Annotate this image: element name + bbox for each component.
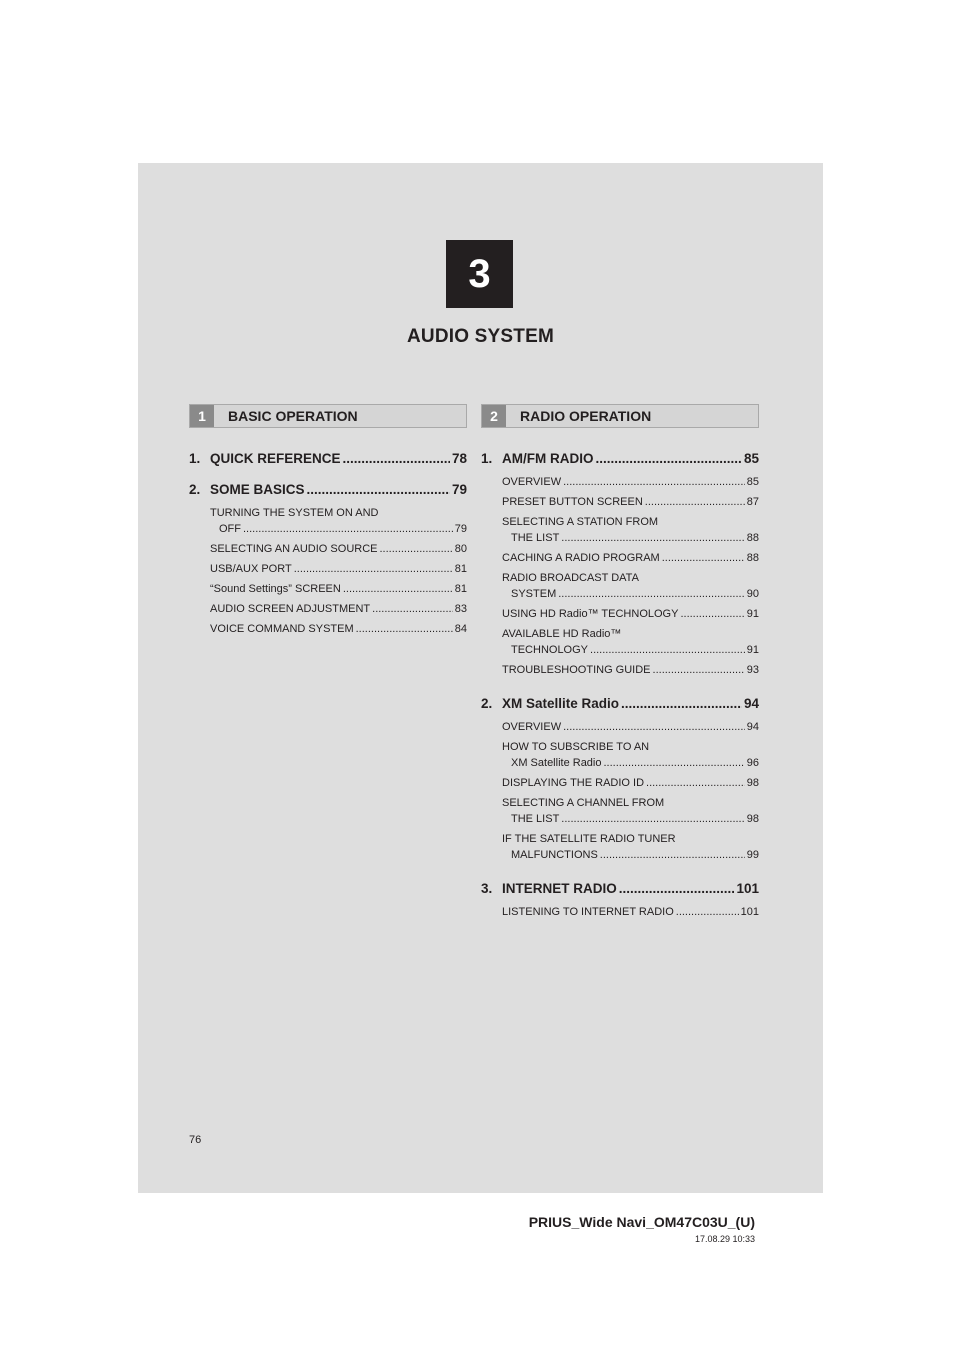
toc-subentry-page: 91 [746,608,759,620]
dot-leader [558,586,745,602]
toc-subentry-page: 84 [454,623,467,635]
toc-subentry-row [502,719,759,735]
dot-leader [662,550,745,566]
toc-subentry-title: DISPLAYING THE RADIO ID [502,777,645,789]
dot-leader [356,621,453,637]
toc-subentry-page: 81 [454,583,467,595]
toc-subentry-page: 83 [454,603,467,615]
toc-subentries [481,474,759,678]
toc-subentry-title: SYSTEM [511,588,557,600]
dot-leader [680,606,744,622]
toc-subentry-row [502,847,759,863]
toc-entry-page: 85 [743,451,759,466]
toc-subentry[interactable] [502,719,759,735]
toc-subentry[interactable] [502,662,759,678]
toc-subentry[interactable] [502,739,759,771]
toc-subentry-row [502,494,759,510]
toc-subentry-title: CACHING A RADIO PROGRAM [502,552,660,564]
dot-leader [561,811,744,827]
toc-subentry-title-line1: IF THE SATELLITE RADIO TUNER [502,833,676,845]
toc-subentry-row [502,642,759,658]
toc-entries [189,451,467,637]
toc-subentry-title: “Sound Settings” SCREEN [210,583,341,595]
dot-leader [621,696,742,711]
toc-subentry-title: LISTENING TO INTERNET RADIO [502,906,674,918]
toc-entry-number: 1. [481,451,493,466]
footer-doc-code: PRIUS_Wide Navi_OM47C03U_(U) [528,1214,755,1230]
section-header-radio-operation [481,404,759,428]
toc-subentry-page: 85 [746,476,759,488]
dot-leader [343,451,450,466]
toc-subentry-row [210,521,467,537]
toc-subentry-row [210,561,467,577]
dot-leader [676,904,739,920]
toc-subentry[interactable] [502,831,759,863]
dot-leader [379,541,452,557]
toc-subentry-page: 98 [746,777,759,789]
toc-subentry-title-line1: RADIO BROADCAST DATA [502,572,639,584]
dot-leader [653,662,745,678]
toc-subentry[interactable] [502,550,759,566]
toc-entry-title: AM/FM RADIO [502,451,594,466]
toc-entry-title: XM Satellite Radio [502,696,620,711]
dot-leader [646,775,745,791]
toc-subentry-page: 88 [746,552,759,564]
toc-subentry-page: 90 [746,588,759,600]
dot-leader [243,521,453,537]
dot-leader [600,847,745,863]
toc-subentry[interactable] [210,505,467,537]
toc-column-right [481,404,759,924]
footer-timestamp: 17.08.29 10:33 [694,1234,755,1244]
toc-subentry-title: USING HD Radio™ TECHNOLOGY [502,608,679,620]
toc-subentry-title: TROUBLESHOOTING GUIDE [502,664,651,676]
toc-subentry-row [502,550,759,566]
toc-subentry-page: 81 [454,563,467,575]
toc-entry-number: 1. [189,451,201,466]
section-header-basic-operation [189,404,467,428]
toc-subentry-page: 87 [746,496,759,508]
dot-leader [563,719,745,735]
dot-leader [343,581,453,597]
toc-subentry-page: 91 [746,644,759,656]
dot-leader [619,881,735,896]
toc-subentry-page: 88 [746,532,759,544]
toc-subentry-title: THE LIST [511,813,560,825]
toc-subentry-row [210,541,467,557]
dot-leader [307,482,450,497]
toc-subentries [481,904,759,920]
toc-entry[interactable] [189,451,467,466]
toc-column-left [189,404,467,641]
toc-subentry-title: TECHNOLOGY [511,644,589,656]
toc-entry-number: 2. [481,696,493,711]
toc-entry-page: 101 [736,881,759,896]
toc-subentry-title: USB/AUX PORT [210,563,292,575]
toc-entry-title: QUICK REFERENCE [210,451,341,466]
toc-subentry-title: OVERVIEW [502,476,562,488]
dot-leader [372,601,453,617]
toc-subentry[interactable] [210,581,467,597]
toc-subentry-title: MALFUNCTIONS [511,849,598,861]
toc-entry-title: SOME BASICS [210,482,305,497]
toc-subentry-title: SELECTING AN AUDIO SOURCE [210,543,378,555]
dot-leader [294,561,453,577]
toc-subentry-row [502,474,759,490]
chapter-title: AUDIO SYSTEM [406,326,555,347]
toc-subentry-row [502,811,759,827]
section-title: RADIO OPERATION [520,408,652,424]
toc-subentry-title-line1: AVAILABLE HD Radio™ [502,628,622,640]
toc-subentry[interactable] [210,561,467,577]
toc-subentry[interactable] [502,514,759,546]
toc-subentry-page: 94 [746,721,759,733]
toc-subentry-row [502,904,759,920]
toc-subentry-page: 93 [746,664,759,676]
toc-subentry-page: 80 [454,543,467,555]
chapter-number: 3 [468,251,491,296]
toc-subentry-page: 99 [746,849,759,861]
toc-subentry-title: OVERVIEW [502,721,562,733]
toc-subentry-title: THE LIST [511,532,560,544]
chapter-number-badge [446,240,513,308]
toc-subentry-page: 101 [740,906,759,918]
toc-subentry-title: XM Satellite Radio [511,757,602,769]
toc-subentry-row [502,755,759,771]
toc-entry[interactable] [481,881,759,896]
dot-leader [563,474,745,490]
toc-entry[interactable] [481,696,759,711]
toc-subentry-title-line1: SELECTING A STATION FROM [502,516,659,528]
toc-subentry[interactable] [502,494,759,510]
toc-subentry[interactable] [502,904,759,920]
dot-leader [561,530,744,546]
toc-subentry-title: VOICE COMMAND SYSTEM [210,623,354,635]
toc-subentry[interactable] [210,621,467,637]
toc-entry-page: 94 [743,696,759,711]
toc-subentry-row [210,581,467,597]
toc-entry[interactable] [481,451,759,466]
toc-subentry[interactable] [210,601,467,617]
toc-entry[interactable] [189,482,467,497]
toc-subentry-row [502,530,759,546]
page-number: 76 [189,1134,202,1146]
toc-subentry[interactable] [210,541,467,557]
toc-subentry[interactable] [502,775,759,791]
toc-subentries [189,505,467,637]
toc-subentry-row [502,662,759,678]
toc-subentry[interactable] [502,570,759,602]
dot-leader [645,494,745,510]
toc-subentry[interactable] [502,795,759,827]
toc-subentry-title: AUDIO SCREEN ADJUSTMENT [210,603,371,615]
toc-subentry-page: 96 [746,757,759,769]
toc-subentry[interactable] [502,606,759,622]
dot-leader [604,755,745,771]
toc-subentry-title: OFF [219,523,241,535]
toc-subentry-page: 79 [454,523,467,535]
toc-subentry-row [502,606,759,622]
dot-leader [590,642,745,658]
toc-subentry-page: 98 [746,813,759,825]
toc-subentry-title: PRESET BUTTON SCREEN [502,496,643,508]
toc-subentry-row [210,621,467,637]
toc-subentry[interactable] [502,474,759,490]
toc-entry-page: 79 [451,482,467,497]
toc-entry-title: INTERNET RADIO [502,881,617,896]
toc-entries [481,451,759,920]
section-number: 1 [190,405,214,427]
section-title: BASIC OPERATION [228,408,358,424]
toc-subentry-row [210,601,467,617]
toc-subentry[interactable] [502,626,759,658]
toc-entry-page: 78 [451,451,467,466]
dot-leader [596,451,742,466]
toc-subentry-row [502,775,759,791]
toc-subentry-title-line1: HOW TO SUBSCRIBE TO AN [502,741,650,753]
toc-entry-number: 2. [189,482,201,497]
section-number: 2 [482,405,506,427]
toc-subentry-row [502,586,759,602]
toc-subentries [481,719,759,863]
toc-subentry-title-line1: TURNING THE SYSTEM ON AND [210,507,379,519]
toc-entry-number: 3. [481,881,493,896]
toc-subentry-title-line1: SELECTING A CHANNEL FROM [502,797,665,809]
